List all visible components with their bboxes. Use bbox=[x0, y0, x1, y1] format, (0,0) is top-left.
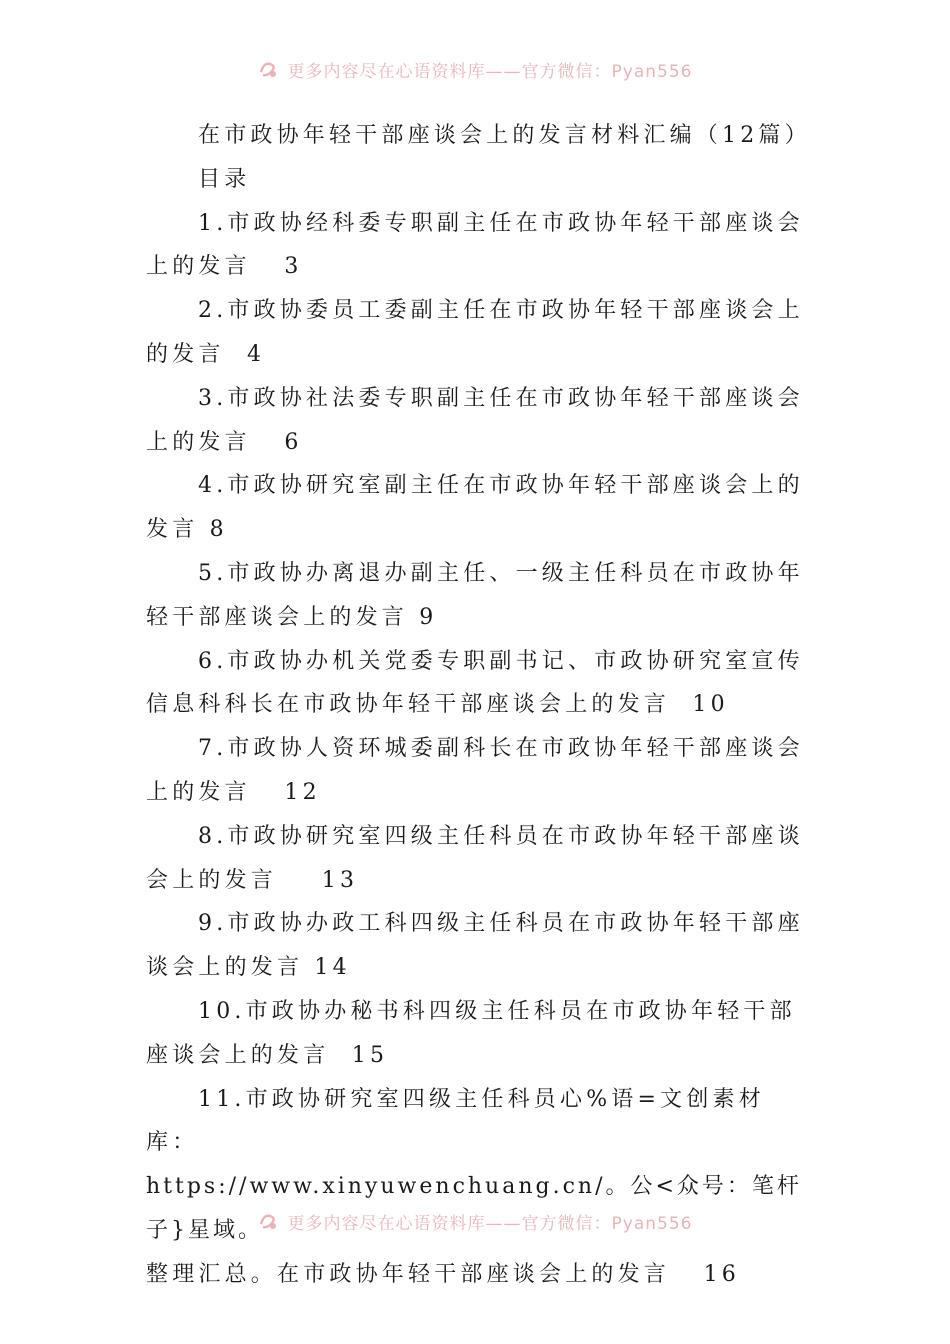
toc-entry: 6.市政协办机关党委专职副书记、市政协研究室宣传信息科科长在市政协年轻干部座谈会上的发言 10 bbox=[146, 648, 804, 718]
toc-entry: 9.市政协办政工科四级主任科员在市政协年轻干部座谈会上的发言 14 bbox=[146, 911, 804, 981]
toc-entry-11-line1: 11.市政协研究室四级主任科员心%语=文创素材库： bbox=[146, 1086, 765, 1156]
toc-entry: 5.市政协办离退办副主任、一级主任科员在市政协年轻干部座谈会上的发言 9 bbox=[146, 560, 804, 630]
toc-entry: 7.市政协人资环城委副科长在市政协年轻干部座谈会上的发言 12 bbox=[146, 736, 804, 805]
toc-entry: 3.市政协社法委专职副主任在市政协年轻干部座谈会上的发言 6 bbox=[146, 385, 804, 455]
toc-entry: 8.市政协研究室四级主任科员在市政协年轻干部座谈会上的发言 13 bbox=[146, 823, 804, 893]
watermark-text: 更多内容尽在心语资料库——官方微信：Pyan556 bbox=[287, 61, 693, 82]
watermark-text: 更多内容尽在心语资料库——官方微信：Pyan556 bbox=[287, 1213, 693, 1234]
toc-heading: 目录 bbox=[198, 166, 251, 192]
brand-logo-icon bbox=[258, 1210, 280, 1232]
toc-entry-11-url-line: https://www.xinyuwenchuang.cn/。公<众号：笔杆子}星域。 bbox=[146, 1174, 802, 1243]
watermark-footer bbox=[0, 1204, 950, 1238]
toc-entry: 1.市政协经科委专职副主任在市政协年轻干部座谈会上的发言 3 bbox=[146, 210, 804, 280]
toc-entry: 4.市政协研究室副主任在市政协年轻干部座谈会上的发言 8 bbox=[146, 473, 804, 543]
watermark-header bbox=[0, 52, 950, 86]
toc-entry: 10.市政协办秘书科四级主任科员在市政协年轻干部座谈会上的发言 15 bbox=[146, 998, 796, 1068]
toc-entry-11-line3: 整理汇总。在市政协年轻干部座谈会上的发言 16 bbox=[146, 1261, 740, 1287]
document-title: 在市政协年轻干部座谈会上的发言材料汇编（12篇） bbox=[198, 123, 811, 148]
brand-logo-icon bbox=[258, 58, 280, 80]
toc-entry: 2.市政协委员工委副主任在市政协年轻干部座谈会上的发言 4 bbox=[146, 298, 804, 367]
document-body bbox=[146, 114, 810, 1297]
